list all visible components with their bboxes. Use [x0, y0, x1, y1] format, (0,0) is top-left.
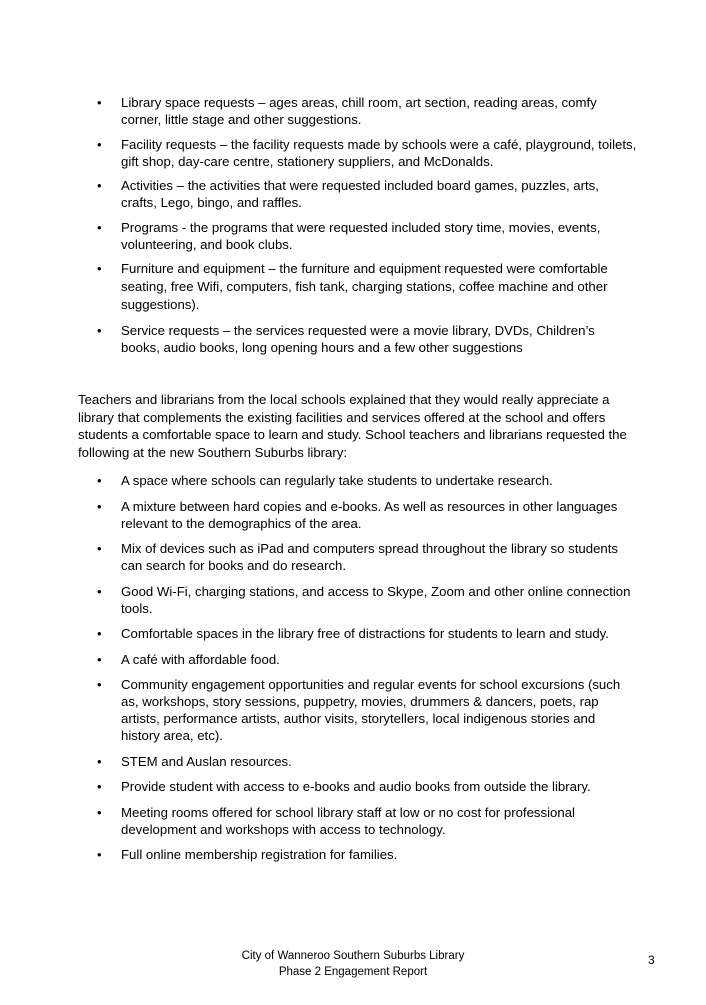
- list-item: • Mix of devices such as iPad and computers spread throughout the library so students can search for books and do research.: [97, 540, 637, 574]
- list-item: • A mixture between hard copies and e-books. As well as resources in other languages relevant to the demographics of the area.: [97, 498, 637, 532]
- list-item: • STEM and Auslan resources.: [97, 753, 637, 770]
- list-item: • Community engagement opportunities and regular events for school excursions (such as, workshops, story sessions, puppetry, movies, drummers & dancers, poets, rap artists, performance artists, author visits, storytellers, local indigenous stories and history area, etc).: [97, 676, 637, 744]
- list-item: • A café with affordable food.: [97, 651, 637, 668]
- list-item: • Programs - the programs that were requested included story time, movies, events, volunteering, and book clubs.: [97, 219, 637, 253]
- list-item: • Full online membership registration for families.: [97, 846, 637, 863]
- list-item: • Facility requests – the facility requests made by schools were a café, playground, toilets, gift shop, day-care centre, stationery suppliers, and McDonalds.: [97, 136, 637, 170]
- list-item: • Meeting rooms offered for school library staff at low or no cost for professional development and workshops with access to technology.: [97, 804, 637, 838]
- footer-subtitle: Phase 2 Engagement Report: [278, 966, 428, 978]
- page-footer: [0, 948, 706, 980]
- list-item: • Good Wi-Fi, charging stations, and access to Skype, Zoom and other online connection tools.: [97, 583, 637, 617]
- footer-title: City of Wanneroo Southern Suburbs Library: [241, 950, 465, 962]
- teacher-requests-list: [97, 472, 637, 872]
- page-number: 3: [648, 953, 655, 967]
- list-item: • Furniture and equipment – the furniture and equipment requested were comfortable seating, free Wifi, computers, fish tank, charging stations, coffee machine and other suggestions).: [97, 260, 637, 314]
- list-item: • Comfortable spaces in the library free of distractions for students to learn and study.: [97, 625, 637, 642]
- list-item: • Service requests – the services requested were a movie library, DVDs, Children’s books, audio books, long opening hours and a few other suggestions: [97, 322, 637, 356]
- list-item: • Activities – the activities that were requested included board games, puzzles, arts, crafts, Lego, bingo, and raffles.: [97, 177, 637, 211]
- list-item: • Library space requests – ages areas, chill room, art section, reading areas, comfy corner, little stage and other suggestions.: [97, 94, 637, 128]
- teachers-paragraph: Teachers and librarians from the local schools explained that they would really appreciate a library that complements the existing facilities and services offered at the school and offers students a comfortable space to learn and study. School teachers and librarians requested the following at the new Southern Suburbs library:: [78, 392, 627, 460]
- school-requests-list: [97, 94, 637, 363]
- list-item: • Provide student with access to e-books and audio books from outside the library.: [97, 778, 637, 795]
- list-item: • A space where schools can regularly take students to undertake research.: [97, 472, 637, 489]
